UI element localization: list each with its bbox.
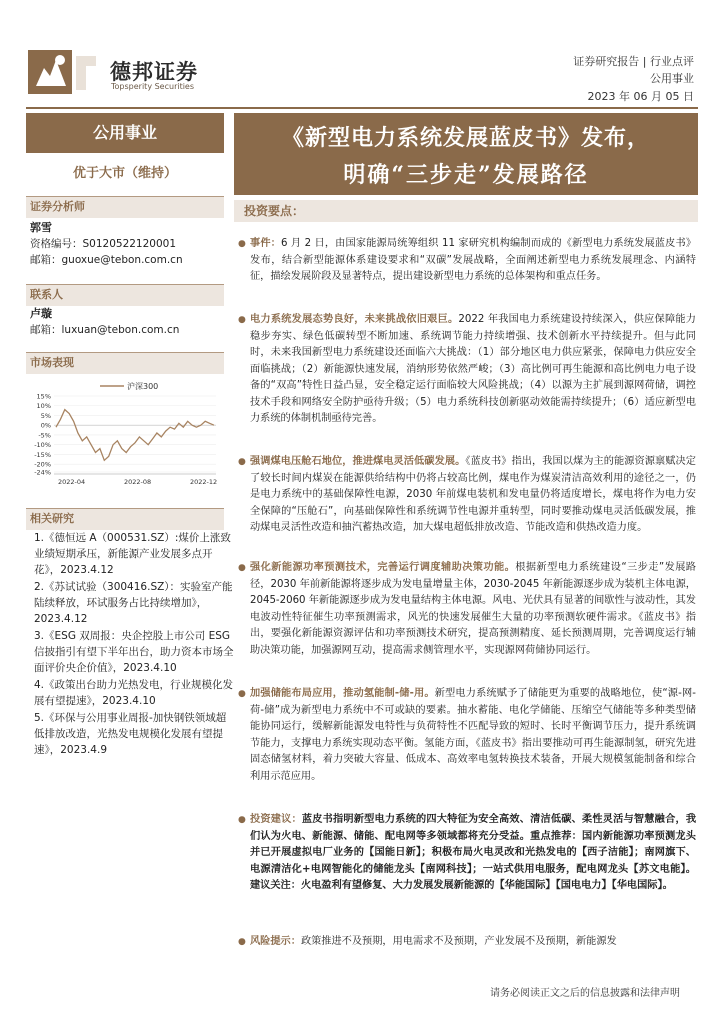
- analyst-section-header: 证券分析师: [26, 196, 224, 218]
- analyst-cert: 资格编号：S0120522120001: [30, 238, 177, 250]
- market-performance-chart: [26, 376, 224, 494]
- y-tick-label: -24%: [34, 468, 51, 477]
- paragraph-text: 6 月 2 日，由国家能源局统筹组织 11 家研究机构编制而成的《新型电力系统发展蓝皮书》发布，结合新型能源体系建设要求和“双碳”发展战略，全面阐述新型电力系统发展理念、内涵特征，描绘发展阶段及显著特点，提出建设新型电力系统的总体架构和重点任务。: [250, 238, 697, 282]
- bullet-icon: ●: [238, 315, 246, 325]
- paragraph-lead: 事件：: [250, 238, 282, 249]
- analyst-email[interactable]: 邮箱：guoxue@tebon.com.cn: [30, 254, 183, 266]
- x-tick-label: 2022-04: [58, 478, 86, 486]
- y-tick-label: -5%: [38, 431, 51, 440]
- paragraph-lead: 投资建议：: [250, 814, 302, 825]
- paragraph-text: 《蓝皮书》指出，我国以煤为主的能源资源禀赋决定了较长时间内煤炭在能源供给结构中仍将占较高比例，煤电作为煤炭清洁高效利用的途径之一，仍是电力系统中的基础保障性电源，2030 年前煤电装机和发电量仍将适度增长，煤电将作为电力安全保障的“压舱石”，向基础保障性和系统调节性电源并重转型，同时要推动煤电灵活低碳发展，推动煤电灵活性改造和抽汽蓄热改造，加大煤电超低排放改造、节能改造和供热改造力度。: [250, 456, 696, 533]
- header-divider: [26, 107, 698, 109]
- bullet-icon: ●: [238, 937, 246, 947]
- bullet-icon: ●: [238, 239, 246, 249]
- y-tick-label: 15%: [36, 392, 51, 401]
- chart-y-ticks: [34, 393, 51, 477]
- x-tick-label: 2022-12: [190, 478, 218, 486]
- related-item[interactable]: 5.《环保与公用事业周报-加快钢铁领域超低排放改造，光热发电规模化发展有望提速》，2023.4.9: [34, 712, 227, 756]
- report-date: 2023 年 06 月 05 日: [587, 90, 694, 103]
- paragraph-storage: [240, 686, 696, 785]
- paragraph-text: 根据新型电力系统建设“三步走”发展路径，2030 年前新能源将逐步成为发电量增量主体，2030-2045 年新能源逐步成为装机主体电源，2045-2060 年新能源逐步成为发电量结构主体电源。风电、光伏具有显著的间歇性与波动性，其发电波动性特征催生功率预测需求，风光的快速发展催生大量的功率预测软硬件需求。《蓝皮书》指出，要强化新能源资源评估和功率预测技术研究，提高预测精度、延长预测周期，完善调度运行辅助决策功能，加强源网互动，提高需求侧管理水平，实现源网荷储协同运行。: [250, 562, 696, 656]
- key-points-header: 投资要点：: [234, 200, 698, 222]
- y-tick-label: 5%: [40, 411, 51, 420]
- related-item[interactable]: 4.《政策出台助力光热发电，行业规模化发展有望提速》，2023.4.10: [34, 679, 234, 707]
- paragraph-lead: 强化新能源功率预测技术，完善运行调度辅助决策功能。: [250, 562, 516, 573]
- paragraph-forecasting: [240, 560, 696, 659]
- contact-section-header: 联系人: [26, 284, 224, 306]
- paragraph-lead: 风险提示：: [250, 936, 301, 947]
- rating: 优于大市（维持）: [72, 166, 177, 181]
- related-item[interactable]: 2.《苏试试验（300416.SZ）：实验室产能陆续释放，环试服务占比持续增加》，2023.4.12: [34, 581, 233, 625]
- company-name-en: Topsperity Securities: [111, 82, 195, 91]
- paragraph-challenges: [240, 312, 696, 428]
- chart-x-ticks: [58, 478, 217, 486]
- bullet-icon: ●: [238, 689, 246, 699]
- paragraph-lead: 加强储能布局应用，推动氢能制-储-用。: [250, 688, 435, 699]
- paragraph-lead: 强调煤电压舱石地位，推进煤电灵活低碳发展。: [250, 456, 466, 467]
- related-item[interactable]: 1.《德恒远 A（000531.SZ）:煤价上涨致业绩短期承压，新能源产业发展多点开花》，2023.4.12: [34, 532, 231, 576]
- contact-name: 卢璇: [30, 307, 52, 320]
- sector-label: 公用事业: [26, 113, 224, 153]
- title-line-2: 明确“三步走”发展路径: [343, 162, 589, 188]
- title-line-1: 《新型电力系统发展蓝皮书》发布，: [281, 125, 650, 151]
- analyst-info: [30, 220, 183, 268]
- paragraph-investment: [240, 812, 696, 895]
- footer-disclaimer: 请务必阅读正文之后的信息披露和法律声明: [490, 988, 680, 999]
- legend-label: 沪深300: [127, 382, 159, 391]
- x-tick-label: 2022-08: [124, 478, 152, 486]
- company-name: 德邦证券: [110, 60, 198, 84]
- company-logo-icon: [26, 46, 106, 98]
- y-tick-label: -10%: [34, 441, 51, 450]
- contact-info: [30, 306, 179, 338]
- paragraph-coal-power: [240, 454, 696, 537]
- paragraph-text: 蓝皮书指明新型电力系统的四大特征为安全高效、清洁低碳、柔性灵活与智慧融合，我们认为火电、新能源、储能、配电网等多领域都将充分受益。重点推荐：国内新能源功率预测龙头并已开展虚拟电厂业务的【国能日新】；积极布局火电灵改和光热发电的【西子洁能】；南网旗下、电源清洁化+电网智能化的储能龙头【南网科技】；一站式供用电服务，配电网龙头【苏文电能】。建议关注：火电盈利有望修复、大力发展发展新能源的【华能国际】【国电电力】【华电国际】。: [250, 814, 697, 891]
- y-tick-label: -20%: [34, 460, 51, 469]
- report-title: [234, 113, 698, 195]
- related-item[interactable]: 3.《ESG 双周报：央企控股上市公司 ESG 信披指引有望下半年出台，助力资本市场全面评价央企价值》，2023.4.10: [34, 630, 234, 674]
- paragraph-lead: 电力系统发展态势良好，未来挑战依旧艰巨。: [250, 314, 459, 325]
- y-tick-label: -15%: [34, 450, 51, 459]
- header-sector: 公用事业: [650, 72, 694, 85]
- paragraph-text: 2022 年我国电力系统建设持续深入，供应保障能力稳步夯实、绿色低碳转型不断加速、系统调节能力持续增强、技术创新水平持续提升。但与此同时，未来我国新型电力系统建设还面临六大挑战：（1）部分地区电力供应紧张，保障电力供应安全面临挑战；（2）新能源快速发展，消纳形势依然严峻；（3）高比例可再生能源和高比例电力电子设备的“双高”特性日益凸显，安全稳定运行面临较大风险挑战；（4）以源为主扩展到源网荷储，调控技术手段和网络安全防护亟待升级；（5）电力系统科技创新驱动效能需持续提升；（6）适应新型电力系统的体制机制亟待完善。: [250, 314, 696, 424]
- analyst-name: 郭雪: [30, 221, 52, 234]
- paragraph-event: [240, 236, 696, 286]
- bullet-icon: ●: [238, 815, 246, 825]
- paragraph-text: 新型电力系统赋予了储能更为重要的战略地位，使“源-网-荷-储”成为新型电力系统中不可或缺的要素。抽水蓄能、电化学储能、压缩空气储能等多种类型储能协同运行，缓解新能源发电特性与负荷特性不匹配导致的短时、长时平衡调节压力，提升系统调节能力，支撑电力系统实现动态平衡。氢能方面，《蓝皮书》指出要推动可再生能源制氢，研究先进固态储氢材料，着力突破大容量、低成本、高效率电氢转换技术装备，开展大规模氢能制备和综合利用示范应用。: [250, 688, 696, 782]
- bullet-icon: ●: [238, 457, 246, 467]
- bullet-icon: ●: [238, 563, 246, 573]
- report-type: 证券研究报告 | 行业点评: [573, 55, 694, 68]
- related-research-list: [34, 530, 234, 759]
- y-tick-label: 10%: [36, 402, 51, 411]
- related-section-header: 相关研究: [26, 508, 224, 530]
- paragraph-text: 政策推进不及预期，用电需求不及预期，产业发展不及预期，新能源发: [300, 936, 617, 947]
- paragraph-risk: [240, 934, 696, 951]
- contact-email[interactable]: 邮箱：luxuan@tebon.com.cn: [30, 324, 180, 336]
- market-section-header: 市场表现: [26, 352, 224, 374]
- y-tick-label: 0%: [40, 421, 51, 430]
